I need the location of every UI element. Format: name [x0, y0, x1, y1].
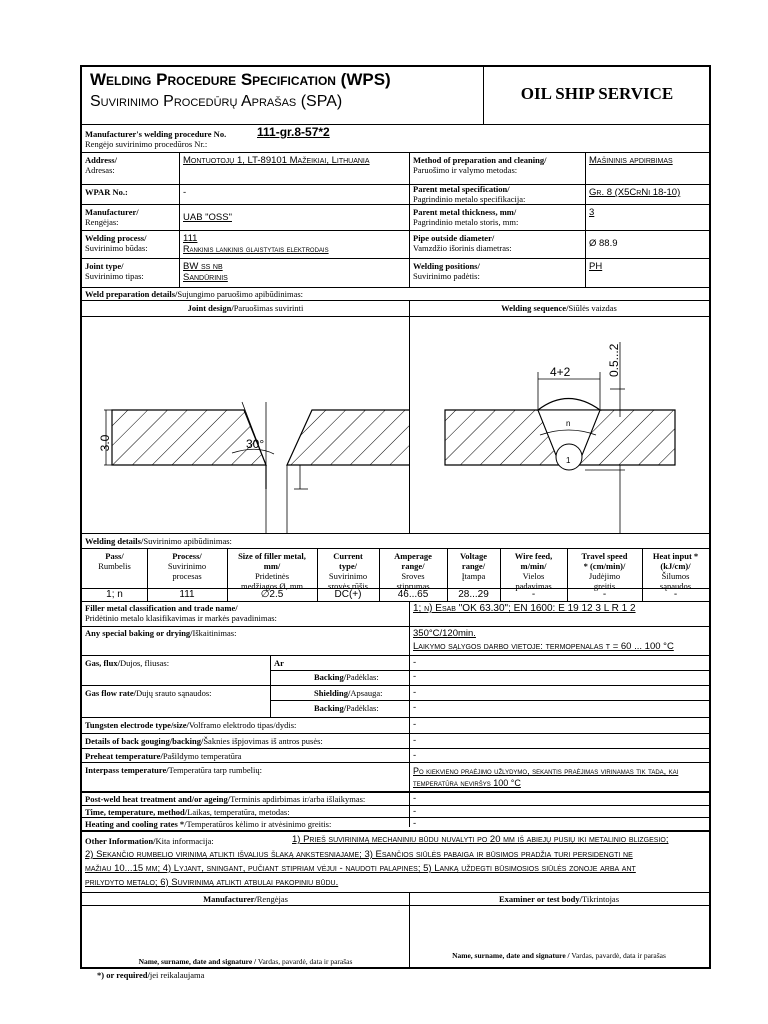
welding-positions-value: PH [589, 261, 603, 272]
time-temp-value: - [413, 806, 417, 817]
welding-positions-label: Welding positions/ Suvirinimo padėtis: [413, 261, 480, 281]
td-voltage: 28...29 [458, 589, 489, 600]
thickness-label: Parent metal thickness, mm/ Pagrindinio metalo storis, mm: [413, 207, 519, 227]
pwht-value: - [413, 793, 417, 804]
bevel-angle-dim: 30° [246, 437, 265, 451]
pipe-diameter-value: Ø 88.9 [589, 238, 618, 249]
welding-details-label: Welding details/Suvirinimo apibūdinimas: [85, 536, 232, 546]
th-wire-feed: Wire feed, m/min/ Vielos padavimas [514, 551, 553, 591]
form-title: Welding Procedure Specification (WPS) [90, 70, 391, 89]
form-subtitle: Suvirinimo Procedūrų Aprašas (SPA) [90, 93, 343, 110]
left-plate [112, 410, 266, 465]
prep-method-label: Method of preparation and cleaning/ Paruošimo ir valymo metodas: [413, 155, 547, 175]
gas-backing-value: - [413, 671, 417, 682]
weld-prep-label: Weld preparation details/Sujungimo paruošimo apibūdinimas: [85, 289, 304, 299]
other-info-line3: mažiau 10...15 mm; 4) Lyjant, sningant, pučiant stipriam vėjui - naudoti palapines; 5) Lanką uždegti būsimosios siūlės zonoje arba ant [85, 863, 636, 874]
th-process: Process/ Suvirinimo procesas [167, 551, 207, 581]
cap-height-dim: 0.5...2 [607, 343, 621, 377]
back-gouging-label: Details of back gouging/backing/Šaknies išpjovimas iš antros pusės: [85, 736, 323, 746]
manufacturer-signature-field[interactable]: Name, surname, date and signature / Vardas, pavardė, data ir parašas [138, 957, 353, 966]
company-name: OIL SHIP SERVICE [520, 84, 674, 103]
cap-width-dim: 4+2 [550, 365, 571, 379]
td-filler-size: ∅2.5 [260, 589, 284, 600]
baking-label: Any special baking or drying/Iškaitinimas: [85, 628, 237, 638]
manufacturer-label: Manufacturer/ Rengėjas: [85, 207, 139, 227]
manufacturer-value: UAB "OSS" [183, 212, 232, 223]
welding-process-value: 111 [183, 233, 198, 244]
address-label: Address/ Adresas: [85, 155, 117, 175]
th-current: Current type/ Suvirinimo srovės rūšis [328, 551, 368, 591]
tungsten-label: Tungsten electrode type/size/Volframo elektrodo tipas/dydis: [85, 720, 297, 730]
th-amperage: Amperage range/ Sroves stiprumas [394, 551, 432, 591]
cap-pass [538, 399, 600, 411]
flow-backing-value: - [413, 702, 417, 713]
th-heat-input: Heat input * (kJ/cm)/ Šilumos sąnaudos [652, 551, 699, 591]
examiner-signature-field[interactable]: Name, surname, date and signature / Vardas, pavardė, data ir parašas [452, 951, 666, 960]
procedure-no-label-lt: Rengėjo suvirinimo procedūros Nr.: [85, 139, 208, 149]
examiner-sig-heading: Examiner or test body/Tikrintojas [498, 894, 620, 904]
other-info-line2: 2) Sekančio rumbelio virinimą atlikti išvalius šlaką ankstesniajame; 3) Esančios siūlės pabaiga ir būsimos pradžia turi persidengti ne [85, 849, 633, 860]
pipe-diameter-label: Pipe outside diameter/ Vamzdžio išorinis diametras: [413, 233, 512, 253]
joint-design-drawing [82, 317, 409, 533]
manufacturer-sig-heading: Manufacturer/Rengėjas [203, 894, 288, 904]
interpass-value: Po kiekvieno praėjimo užlydymo, sekantis praėjimas virinamas tik tada, kai temperatūra neviršys 100 °C [413, 766, 679, 788]
thickness-value: 3 [589, 207, 595, 218]
td-wire-feed: - [531, 589, 536, 600]
td-heat-input: - [673, 589, 678, 600]
back-gouging-value: - [413, 735, 417, 746]
filler-metal-value: 1; n) Esab "OK 63.30"; EN 1600: E 19 12 3 L R 1 2 [413, 603, 636, 614]
flow-backing-label: Backing/Padėklas: [314, 703, 379, 713]
address-value: Montuotojų 1, LT-89101 Mažeikiai, Lithuania [183, 155, 370, 166]
joint-type-value: BW ss nb [183, 261, 223, 272]
welding-process-desc: Rankinis lankinis glaistytais elektrodais [183, 244, 329, 254]
filler-metal-label: Filler metal classification and trade name/ Pridėtinio metalo klasifikavimas ir markės pavadinimas: [85, 603, 277, 623]
joint-type-desc: Sandūrinis [183, 272, 228, 283]
right-plate [287, 410, 409, 465]
preheat-value: - [413, 750, 417, 761]
pass-n-label: n [566, 419, 571, 428]
td-current: DC(+) [334, 589, 362, 600]
footnote: *) or required/jei reikalaujama [97, 970, 205, 980]
procedure-no-value: 111-gr.8-57*2 [257, 125, 330, 139]
pass-1-label: 1 [566, 456, 571, 465]
baking-value: 350°C/120min. [413, 628, 476, 639]
other-info-label: Other Information/Kita informacija: [85, 836, 214, 846]
gas-backing-label: Backing/Padėklas: [314, 672, 379, 682]
procedure-no-label: Manufacturer's welding procedure No. [85, 129, 227, 139]
shielding-label: Shielding/Apsauga: [314, 688, 383, 698]
td-travel-speed: - [602, 589, 607, 600]
welding-sequence-drawing [410, 317, 709, 533]
td-process: 111 [179, 589, 195, 600]
welding-process-label: Welding process/ Suvirinimo būdas: [85, 233, 148, 253]
wpar-value: - [183, 187, 187, 198]
welding-sequence-label: Welding sequence/Siūlės vaizdas [501, 303, 617, 313]
gas-flow-label: Gas flow rate/Dujų srauto sąnaudos: [85, 688, 212, 698]
th-pass: Pass/ Rumbelis [98, 551, 131, 571]
prep-method-value: Mašininis apdirbimas [589, 155, 673, 166]
shielding-value: - [413, 687, 417, 698]
storage-value: Laikymo sąlygos darbo vietoje: termopenalas t = 60 ... 100 °C [413, 641, 674, 652]
gas-flux-label: Gas, flux/Dujos, fliusas: [85, 658, 170, 668]
thickness-dim: 3.0 [98, 434, 112, 452]
parent-metal-spec-label: Parent metal specification/ Pagrindinio metalo specifikacija: [413, 184, 526, 204]
heating-rates-label: Heating and cooling rates */Temperatūros kėlimo ir atvėsinimo greitis: [85, 819, 332, 829]
other-info-line1: 1) Prieš suvirinimą mechaniniu būdu nuvalyti po 20 mm iš abiejų pusių iki metalinio blizgesio; [292, 834, 669, 845]
tungsten-value: - [413, 719, 417, 730]
gas-ar-label: Ar [274, 658, 284, 668]
other-info-line4: prilydyto metalo; 6) Suvirinimą atlikti atbulai pakopiniu būdu. [85, 877, 339, 888]
th-travel-speed: Travel speed * (cm/min)/ Judėjimo greitis [581, 551, 628, 591]
th-voltage: Voltage range/ Įtampa [459, 551, 488, 581]
pwht-label: Post-weld heat treatment and/or ageing/Terminis apdirbimas ir/arba išlaikymas: [85, 794, 366, 804]
heating-rates-value: - [413, 818, 417, 829]
parent-metal-spec-value: Gr. 8 (X5CrNi 18-10) [589, 187, 681, 198]
td-pass: 1; n [106, 589, 123, 600]
gas-ar-value: - [413, 657, 417, 668]
time-temp-label: Time, temperature, method/Laikas, temperatūra, metodas: [85, 807, 290, 817]
interpass-label: Interpass temperature/Temperatūra tarp rumbelių: [85, 765, 262, 775]
joint-design-label: Joint design/Paruošimas suvirinti [187, 303, 304, 313]
wpar-label: WPAR No.: [85, 187, 128, 197]
preheat-label: Preheat temperature/Pašildymo temperatūra [85, 751, 242, 761]
joint-type-label: Joint type/ Suvirinimo tipas: [85, 261, 144, 281]
td-amperage: 46...65 [397, 589, 429, 600]
th-filler-size: Size of filler metal, mm/ Pridetinės medžiagos Ø, mm [238, 551, 306, 591]
wps-form [80, 65, 711, 969]
